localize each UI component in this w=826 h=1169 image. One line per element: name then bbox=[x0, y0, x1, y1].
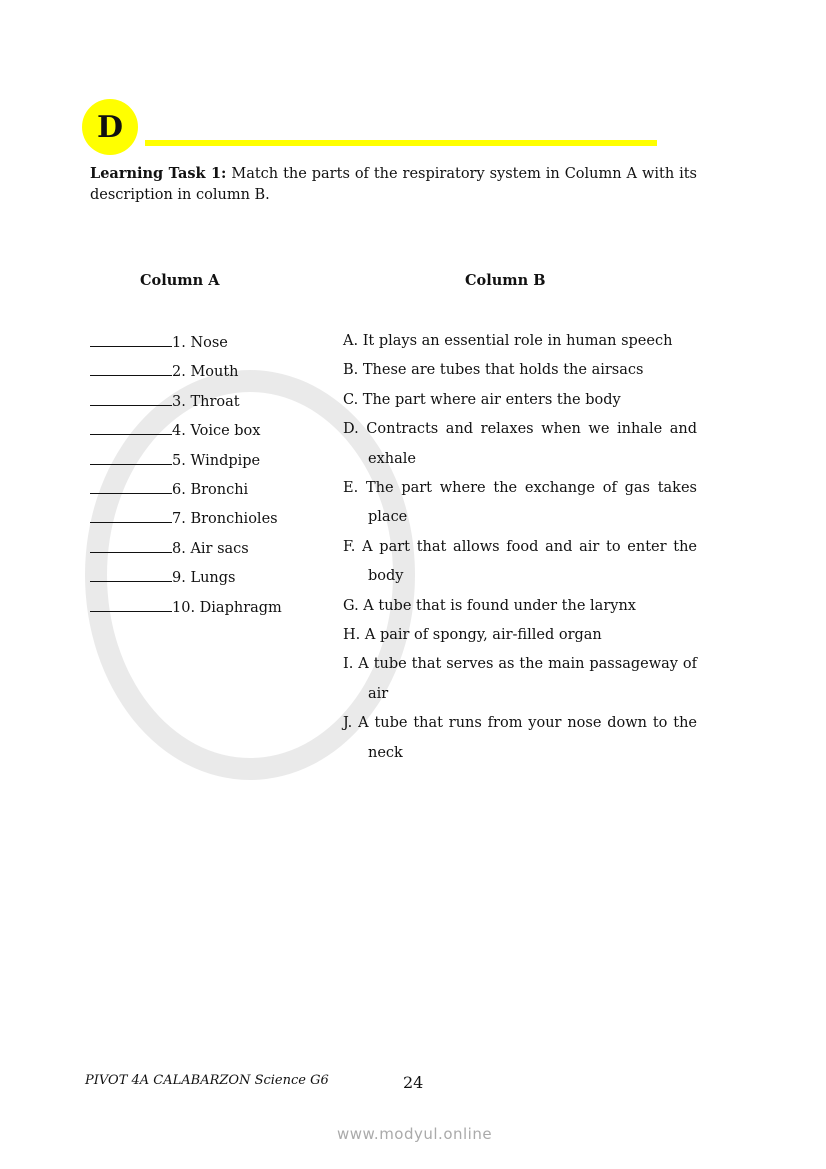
task-instructions bbox=[90, 163, 697, 206]
website-watermark: www.modyul.online bbox=[337, 1125, 493, 1143]
list-item bbox=[90, 329, 282, 358]
list-item bbox=[90, 594, 282, 623]
item-label: 10. Diaphragm bbox=[172, 599, 282, 616]
list-item bbox=[90, 564, 282, 593]
item-label: 2. Mouth bbox=[172, 364, 239, 381]
description-item: I. A tube that serves as the main passageway of air bbox=[343, 656, 697, 702]
list-item bbox=[90, 447, 282, 476]
column-b-heading: Column B bbox=[465, 272, 546, 289]
column-a-heading: Column A bbox=[140, 272, 220, 289]
list-item bbox=[90, 476, 282, 505]
description-item: J. A tube that runs from your nose down to the neck bbox=[343, 715, 697, 761]
description-item: A. It plays an essential role in human speech bbox=[343, 333, 673, 349]
list-item bbox=[90, 417, 282, 446]
item-label: 3. Throat bbox=[172, 393, 240, 410]
answer-blank[interactable] bbox=[90, 391, 172, 406]
description-item: F. A part that allows food and air to enter the body bbox=[343, 538, 697, 585]
item-label: 4. Voice box bbox=[172, 423, 261, 440]
list-item bbox=[90, 358, 282, 387]
description-item: G. A tube that is found under the larynx bbox=[343, 597, 636, 614]
answer-blank[interactable] bbox=[90, 597, 172, 612]
section-badge bbox=[82, 99, 138, 155]
description-item: D. Contracts and relaxes when we inhale and exhale bbox=[343, 421, 697, 467]
description-item: B. These are tubes that holds the airsacs bbox=[343, 362, 644, 379]
column-b-list bbox=[343, 327, 697, 768]
answer-blank[interactable] bbox=[90, 332, 172, 347]
footer-source: PIVOT 4A CALABARZON Science G6 bbox=[85, 1073, 329, 1088]
item-label: 7. Bronchioles bbox=[172, 511, 278, 528]
section-underline-bar bbox=[145, 140, 657, 146]
answer-blank[interactable] bbox=[90, 479, 172, 494]
answer-blank[interactable] bbox=[90, 361, 172, 376]
item-label: 8. Air sacs bbox=[172, 540, 249, 557]
list-item bbox=[90, 535, 282, 564]
answer-blank[interactable] bbox=[90, 538, 172, 553]
description-item: H. A pair of spongy, air-filled organ bbox=[343, 627, 602, 644]
answer-blank[interactable] bbox=[90, 420, 172, 435]
answer-blank[interactable] bbox=[90, 450, 172, 465]
description-item: C. The part where air enters the body bbox=[343, 391, 621, 408]
item-label: 6. Bronchi bbox=[172, 482, 249, 499]
list-item bbox=[90, 505, 282, 534]
task-text: Match the parts of the respiratory system in Column A with its description in column B. bbox=[90, 166, 698, 203]
list-item bbox=[90, 388, 282, 417]
answer-blank[interactable] bbox=[90, 508, 172, 523]
item-label: 5. Windpipe bbox=[172, 452, 261, 469]
page-number: 24 bbox=[403, 1073, 424, 1092]
item-label: 9. Lungs bbox=[172, 570, 236, 587]
column-a-list bbox=[90, 329, 282, 623]
description-item: E. The part where the exchange of gas takes place bbox=[343, 480, 697, 526]
section-letter: D bbox=[96, 109, 123, 145]
answer-blank[interactable] bbox=[90, 567, 172, 582]
item-label: 1. Nose bbox=[172, 335, 228, 351]
task-label: Learning Task 1: bbox=[90, 165, 227, 182]
